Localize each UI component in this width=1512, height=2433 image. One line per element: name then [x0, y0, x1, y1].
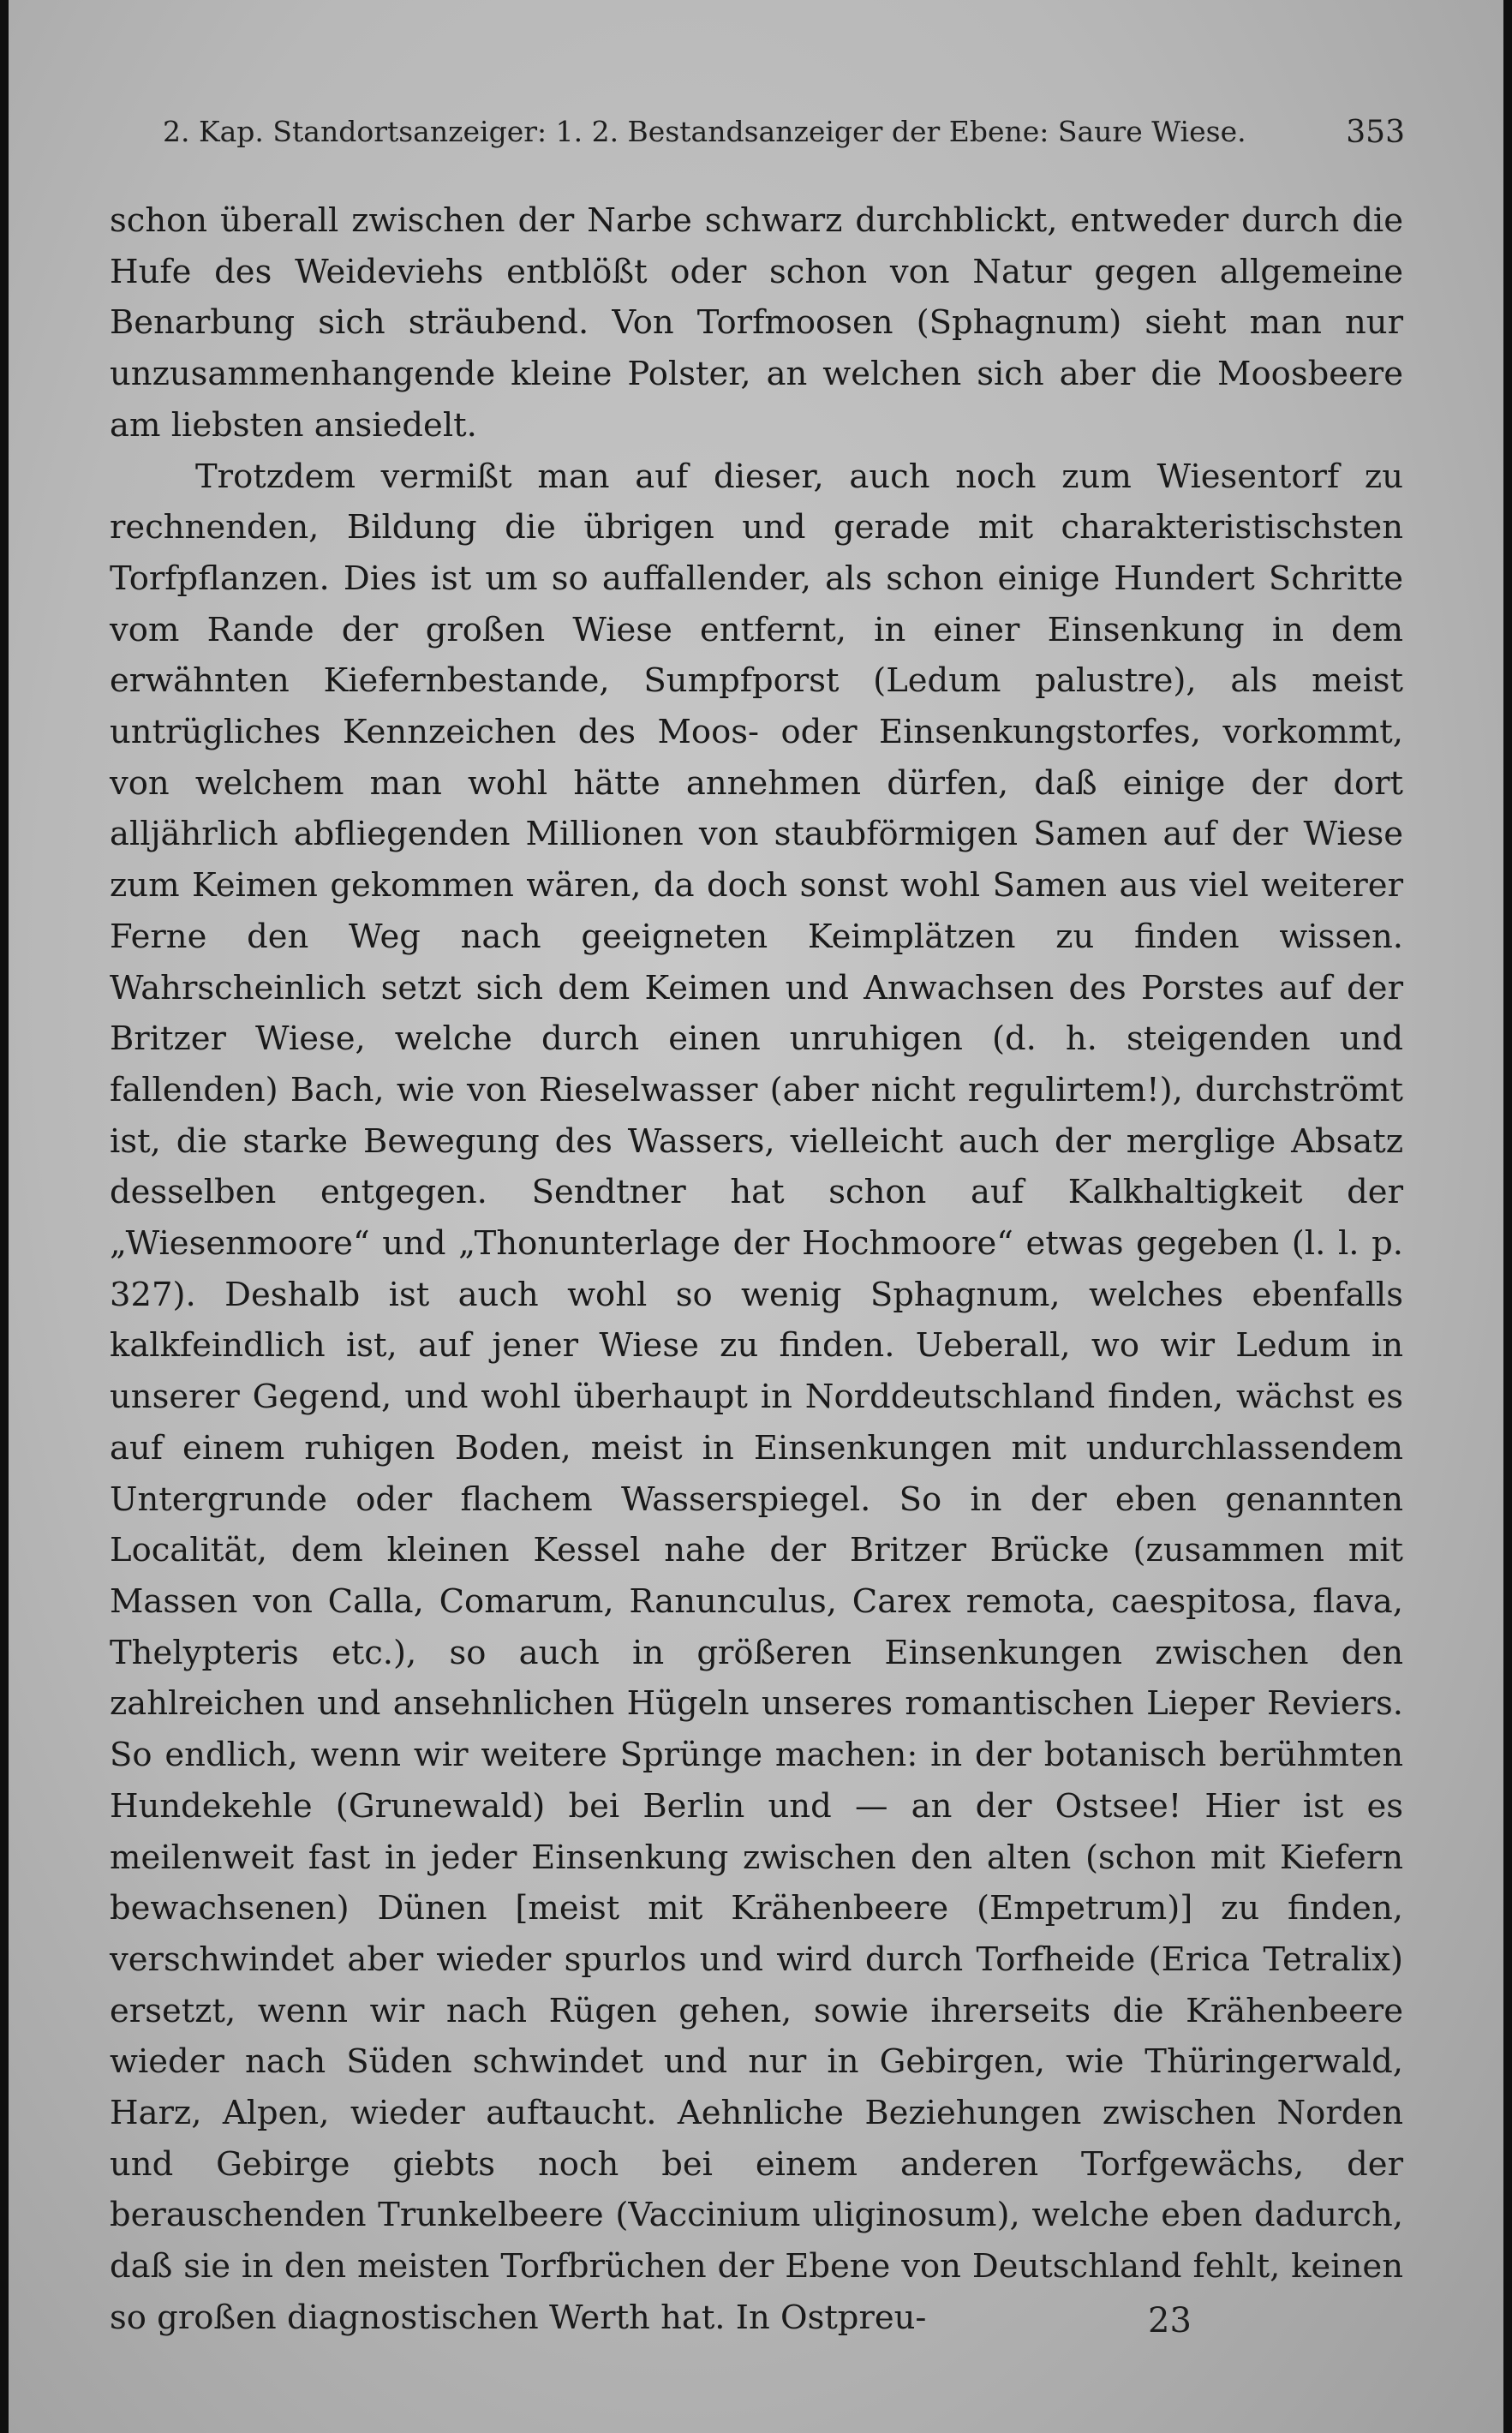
paragraph: Trotzdem vermißt man auf dieser, auch noch zum Wiesentorf zu rechnenden, Bildung die übrigen und gerade mit charakteristischsten Torfpflanzen. Dies ist um so auffallender, als schon einige Hundert Schritte vom Rande der großen Wiese entfernt, in einer Einsenkung in dem erwähnten Kiefernbestande, Sumpfporst (Ledum palustre), als meist untrügliches Kennzeichen des Moos- oder Einsenkungstorfes, vorkommt, von welchem man wohl hätte annehmen dürfen, daß einige der dort alljährlich abfliegenden Millionen von staubförmigen Samen auf der Wiese zum Keimen gekommen wären, da doch sonst wohl Samen aus viel weiterer Ferne den Weg nach geeigneten Keimplätzen zu finden wissen. Wahrscheinlich setzt sich dem Keimen und Anwachsen des Porstes auf der Britzer Wiese, welche durch einen unruhigen (d. h. steigenden und fallenden) Bach, wie von Rieselwasser (aber nicht regulirtem!), durchströmt ist, die starke Bewegung des Wassers, vielleicht auch der merglige Absatz desselben entgegen. Sendtner hat schon auf Kalkhaltigkeit der „Wiesenmoore“ und „Thonunterlage der Hochmoore“ etwas gegeben (l. l. p. 327). Deshalb ist auch wohl so wenig Sphagnum, welches ebenfalls kalkfeindlich ist, auf jener Wiese zu finden. Ueberall, wo wir Ledum in unserer Gegend, und wohl überhaupt in Norddeutschland finden, wächst es auf einem ruhigen Boden, meist in Einsenkungen mit undurchlassendem Untergrunde oder flachem Wasserspiegel. So in der eben genannten Localität, dem kleinen Kessel nahe der Britzer Brücke (zusammen mit Massen von Calla, Comarum, Ranunculus, Carex remota, caespitosa, flava, Thelypteris etc.), so auch in größeren Einsenkungen zwischen den zahlreichen und ansehnlichen Hügeln unseres romantischen Lieper Reviers. So endlich, wenn wir weitere Sprünge machen: in der botanisch berühmten Hundekehle (Grunewald) bei Berlin und — an der Ostsee! Hier ist es meilenweit fast in jeder Einsenkung zwischen den alten (schon mit Kiefern bewachsenen) Dünen [meist mit Krähenbeere (Empetrum)] zu finden, verschwindet aber wieder spurlos und wird durch Torfheide (Erica Tetralix) ersetzt, wenn wir nach Rügen gehen, sowie ihrerseits die Krähenbeere wieder nach Süden schwindet und nur in Gebirgen, wie Thüringerwald, Harz, Alpen, wieder auftaucht. Aehnliche Beziehungen zwischen Norden und Gebirge giebts noch bei einem anderen Torfgewächs, der berauschenden Trunkelbeere (Vaccinium uliginosum), welche eben dadurch, daß sie in den meisten Torfbrüchen der Ebene von Deutschland fehlt, keinen so großen diagnostischen Werth hat. In Ostpreu-	[110, 457, 1403, 2337]
paragraph: schon überall zwischen der Narbe schwarz durchblickt, entweder durch die Hufe des Weideviehs entblößt oder schon von Natur gegen allgemeine Benarbung sich sträubend. Von Torfmoosen (Sphagnum) sieht man nur unzusammenhangende kleine Polster, an welchen sich aber die Moosbeere am liebsten ansiedelt.	[110, 201, 1403, 445]
running-title: 2. Kap. Standortsanzeiger: 1. 2. Bestandsanzeiger der Ebene: Saure Wiese.	[163, 115, 1246, 148]
body-text	[110, 195, 1403, 2344]
book-page	[9, 0, 1503, 2433]
running-header	[163, 115, 1405, 158]
signature-mark: 23	[1148, 2301, 1192, 2340]
page-number: 353	[1346, 115, 1405, 150]
